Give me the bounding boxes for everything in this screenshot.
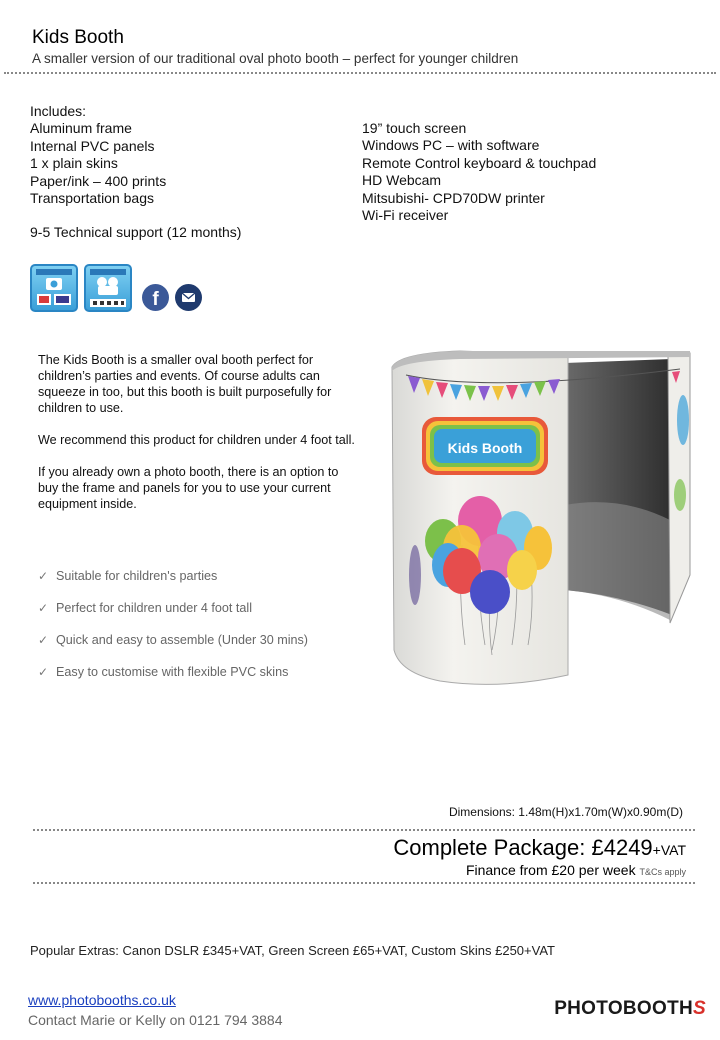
popular-extras: Popular Extras: Canon DSLR £345+VAT, Green Screen £65+VAT, Custom Skins £250+VAT bbox=[30, 943, 555, 958]
check-icon: ✓ bbox=[38, 633, 49, 647]
header-divider bbox=[4, 72, 716, 74]
website-link[interactable]: www.photobooths.co.uk bbox=[28, 992, 176, 1008]
includes-item: 19” touch screen bbox=[362, 120, 467, 136]
includes-item: Internal PVC panels bbox=[30, 137, 155, 154]
includes-item: Wi-Fi receiver bbox=[362, 207, 449, 224]
check-icon: ✓ bbox=[38, 601, 49, 615]
includes-right-column bbox=[362, 120, 596, 224]
description-paragraph: The Kids Booth is a smaller oval booth perfect for children’s parties and events. Of course adults can squeeze in too, but this booth is built purposefully for children to use. bbox=[38, 353, 332, 415]
feature-item: ✓ Perfect for children under 4 foot tall bbox=[38, 601, 253, 615]
includes-left-column bbox=[30, 103, 241, 242]
pricing-divider-top bbox=[33, 829, 695, 831]
pricing-divider-bottom bbox=[33, 882, 695, 884]
photo-feature-tile-icon bbox=[30, 264, 78, 312]
includes-item: HD Webcam bbox=[362, 172, 442, 189]
feature-item: ✓ Quick and easy to assemble (Under 30 mins) bbox=[38, 633, 308, 647]
includes-item: Paper/ink – 400 prints bbox=[30, 172, 167, 189]
feature-list bbox=[38, 560, 308, 688]
svg-text:f: f bbox=[152, 289, 159, 310]
dimensions-text: Dimensions: 1.48m(H)x1.70m(W)x0.90m(D) bbox=[448, 805, 683, 819]
brand-logo: PHOTOBOOTHS bbox=[554, 998, 706, 1019]
check-icon: ✓ bbox=[38, 569, 49, 583]
description-paragraph: If you already own a photo booth, there is an option to buy the frame and panels for you to use your current equipment inside. bbox=[38, 465, 339, 511]
includes-item: Aluminum frame bbox=[30, 120, 132, 137]
includes-item: Remote Control keyboard & touchpad bbox=[362, 154, 597, 171]
check-icon: ✓ bbox=[38, 665, 49, 679]
support-text: 9-5 Technical support (12 months) bbox=[30, 224, 242, 241]
feature-item: ✓ Suitable for children's parties bbox=[38, 569, 218, 583]
page-subtitle: A smaller version of our traditional oval photo booth – perfect for younger children bbox=[32, 51, 519, 66]
includes-item: Transportation bags bbox=[30, 190, 154, 207]
product-description bbox=[38, 352, 358, 528]
finance-text: Finance from £20 per week T&Cs apply bbox=[465, 862, 686, 878]
includes-item: Windows PC – with software bbox=[362, 137, 540, 154]
booth-sign-text: Kids Booth bbox=[447, 440, 523, 456]
includes-item: Mitsubishi- CPD70DW printer bbox=[362, 189, 545, 206]
feature-item: ✓ Easy to customise with flexible PVC skins bbox=[38, 665, 289, 679]
description-paragraph: We recommend this product for children under 4 foot tall. bbox=[38, 433, 355, 447]
page-title: Kids Booth bbox=[32, 27, 124, 48]
video-feature-tile-icon bbox=[84, 264, 132, 312]
package-price: Complete Package: £4249+VAT bbox=[393, 835, 686, 860]
feature-icons-row bbox=[30, 260, 202, 312]
facebook-icon[interactable] bbox=[142, 284, 169, 311]
email-icon[interactable] bbox=[175, 284, 202, 311]
kids-booth-image bbox=[380, 345, 700, 695]
includes-heading: Includes: bbox=[30, 103, 87, 119]
contact-text: Contact Marie or Kelly on 0121 794 3884 bbox=[28, 1012, 283, 1028]
includes-item: 1 x plain skins bbox=[30, 155, 118, 172]
